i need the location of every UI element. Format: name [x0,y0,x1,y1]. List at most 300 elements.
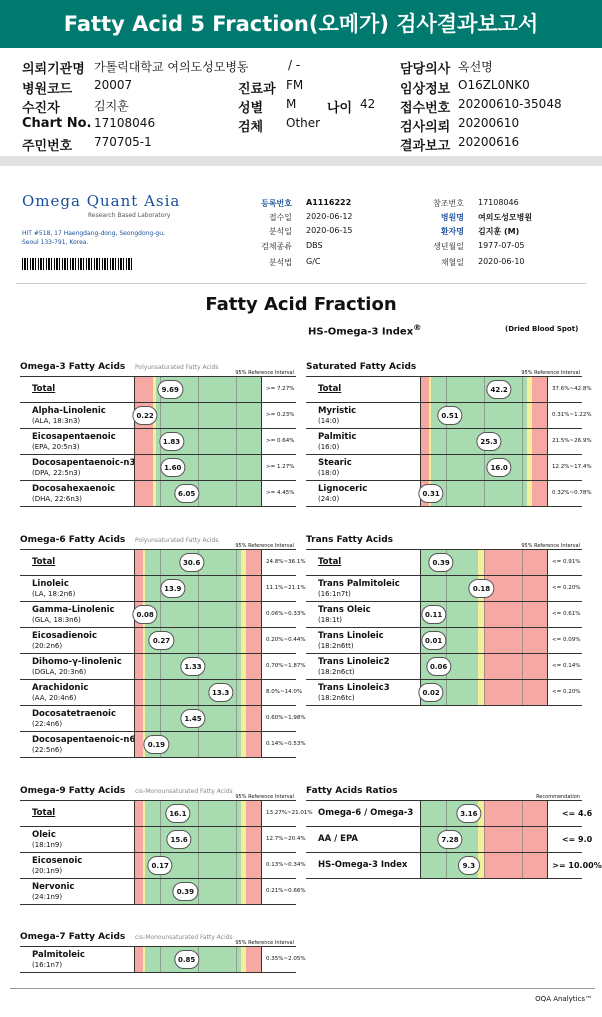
row-name: Linoleic [32,579,69,589]
reference-interval: >= 10.00% [552,861,602,870]
section-rows [20,549,306,758]
row-name: Palmitoleic [32,950,85,960]
row-name: Docosapentaenoic-n6 [32,735,136,745]
row-subname: (18:0) [318,469,340,477]
value-marker: 1.33 [180,657,205,676]
range-zone [246,550,261,575]
range-zone [156,481,261,506]
reference-interval: 0.06%~0.33% [266,611,306,617]
value-marker: 3.16 [456,804,481,823]
divider [16,283,586,284]
range-bar [134,827,262,852]
row-subname: (20:1n9) [32,867,63,875]
row-label [306,602,420,627]
value-marker: 0.02 [418,683,443,702]
range-zone [135,654,143,679]
value-marker: 0.17 [148,856,173,875]
range-zone [135,706,143,731]
range-zone [156,403,261,428]
row-name: Myristic [318,406,357,416]
value-marker: 16.0 [486,458,511,477]
reference-interval: 0.31%~1.22% [552,412,592,418]
range-zone [135,429,153,454]
grid-line [198,429,199,454]
value-marker: 7.28 [437,830,462,849]
row-label [306,550,420,575]
result-row [20,680,303,706]
range-bar [134,706,262,731]
grid-line [236,801,237,826]
row-subname: (22:4n6) [32,720,63,728]
reference-interval: 0.13%~0.34% [266,862,306,868]
row-subname: (AA, 20:4n6) [32,694,77,702]
result-row [306,827,593,853]
sex-label: 성별 [238,101,264,116]
range-zone [484,827,547,852]
row-label [20,481,134,506]
section-omega-6-fatty-acids [20,535,306,754]
grid-line [484,481,485,506]
reference-interval: <= 0.20% [552,585,581,591]
range-bar [420,680,548,705]
value-marker: 0.11 [421,605,446,624]
result-row [306,481,592,507]
result-row [20,602,306,628]
range-bar [134,602,262,627]
row-label [306,628,420,653]
reference-header: 95% Reference Interval [235,370,294,376]
grid-line [446,602,447,627]
value-marker: 0.39 [429,553,454,572]
row-subname: (16:0) [318,443,340,451]
range-zone [246,947,261,972]
grid-line [160,550,161,575]
range-bar [420,429,548,454]
institution-label: 의뢰기관명 [22,62,85,77]
grid-line [522,654,523,679]
grid-line [198,576,199,601]
grid-line [522,576,523,601]
reference-interval: >= 0.23% [266,412,295,418]
row-name: Total [32,557,56,567]
grid-line [522,628,523,653]
range-bar [420,481,548,506]
test-value: Other [286,116,321,130]
meta-value: A1116222 [306,198,352,207]
section-title: Fatty Acids Ratios [306,786,398,796]
row-subname: (18:2n6ct) [318,668,355,676]
range-zone [246,680,261,705]
grid-line [236,732,237,757]
reference-interval: 13.27%~21.01% [266,810,313,816]
range-bar [420,654,548,679]
reference-interval: 0.32%~0.78% [552,490,592,496]
reference-header: 95% Reference Interval [235,794,294,800]
divider [0,156,602,166]
range-zone [246,879,261,904]
grid-line [160,827,161,852]
row-subname: (ALA, 18:3n3) [32,417,81,425]
range-zone [135,550,143,575]
row-name: HS-Omega-3 Index [318,860,408,870]
range-bar [420,377,548,402]
row-subname: (16:1n7t) [318,590,351,598]
grid-line [484,377,485,402]
row-label [20,879,134,904]
section-rows [20,376,296,507]
range-bar [134,481,262,506]
grid-line [522,377,523,402]
reference-header: 95% Reference Interval [521,543,580,549]
row-label [306,377,420,402]
barcode [22,258,132,270]
row-label [20,706,134,731]
section-title: Omega-7 Fatty Acids [20,932,126,942]
result-row [306,429,592,455]
dept-value: FM [286,78,304,92]
value-marker: 0.19 [144,735,169,754]
reference-interval: 0.21%~0.66% [266,888,306,894]
value-marker: 1.60 [160,458,185,477]
row-subname: (LA, 18:2n6) [32,590,76,598]
grid-line [160,403,161,428]
grid-line [484,455,485,480]
range-bar [134,947,262,972]
doctor-value: 옥선명 [458,60,493,74]
receipt-label: 접수번호 [400,101,451,116]
meta-label: 참조번호 [433,199,464,208]
value-marker: 15.6 [166,830,191,849]
value-marker: 0.27 [149,631,174,650]
result-row [20,947,306,973]
row-subname: (DHA, 22:6n3) [32,495,82,503]
section-title: Omega-6 Fatty Acids [20,535,126,545]
section-title: Omega-9 Fatty Acids [20,786,126,796]
lab-address-line1: HIT #518, 17 Haengdang-dong, Seongdong-gu, [22,230,165,237]
value-marker: 13.9 [160,579,185,598]
row-name: Gamma-Linolenic [32,605,115,615]
range-zone [135,576,143,601]
row-name: Trans Linoleic2 [318,657,390,667]
reference-interval: 21.5%~26.9% [552,438,592,444]
result-row [20,732,306,758]
section-omega-7-fatty-acids [20,932,306,969]
section-subtitle: cis-Monounsaturated Fatty Acids [135,788,233,795]
row-name: Omega-6 / Omega-3 [318,808,414,818]
ssn-value: 770705-1 [94,135,152,149]
value-marker: 30.6 [179,553,204,572]
range-bar [420,628,548,653]
sample-type: (Dried Blood Spot) [505,325,579,333]
meta-label: 환자명 [440,227,464,236]
grid-line [236,879,237,904]
section-saturated-fatty-acids [306,362,592,503]
meta-label: 생년월일 [433,242,464,251]
result-row [20,403,296,429]
result-row [20,654,306,680]
row-name: Palmitic [318,432,357,442]
meta-label: 등록번호 [261,199,292,208]
range-bar [420,403,548,428]
value-marker: 42.2 [486,380,511,399]
fraction-title: Fatty Acid Fraction [205,294,397,315]
report-date-value: 20200616 [458,135,520,149]
result-row [20,628,306,654]
value-marker: 0.01 [421,631,446,650]
row-subname: (16:1n7) [32,961,63,969]
chart-value: 17108046 [94,116,156,130]
grid-line [236,576,237,601]
value-marker: 0.22 [132,406,157,425]
row-subname: (24:0) [318,495,340,503]
value-marker: 16.1 [165,804,190,823]
grid-line [160,801,161,826]
meta-label: 채혈일 [440,258,464,267]
range-bar [134,732,262,757]
grid-line [484,801,485,826]
grid-line [522,455,523,480]
grid-line [522,429,523,454]
row-name: Alpha-Linolenic [32,406,106,416]
row-subname: (EPA, 20:5n3) [32,443,80,451]
range-bar [420,827,548,852]
range-zone [532,377,547,402]
institution-value: 가톨릭대학교 여의도성모병동 [94,60,249,74]
grid-line [484,654,485,679]
row-name: Docosapentaenoic-n3 [32,458,136,468]
result-row [306,377,592,403]
result-row [306,628,582,654]
value-marker: 0.39 [173,882,198,901]
range-zone [484,680,547,705]
grid-line [198,628,199,653]
result-row [20,455,296,481]
row-label [20,947,134,972]
range-bar [134,628,262,653]
row-name: Dihomo-γ-linolenic [32,657,122,667]
range-zone [421,429,429,454]
row-name: AA / EPA [318,834,359,844]
reference-interval: 0.20%~0.44% [266,637,306,643]
range-bar [420,853,548,878]
grid-line [198,827,199,852]
result-row [306,853,602,879]
section-title: Trans Fatty Acids [306,535,394,545]
grid-line [446,455,447,480]
value-marker: 0.18 [469,579,494,598]
result-row [20,853,306,879]
grid-line [236,827,237,852]
grid-line [522,481,523,506]
section-title: Omega-3 Fatty Acids [20,362,126,372]
range-zone [135,481,153,506]
range-zone [135,879,143,904]
row-label [20,827,134,852]
reference-interval: >= 4.45% [266,490,295,496]
section-header [306,362,582,376]
range-zone [532,481,547,506]
meta-label: 분석법 [268,258,292,267]
range-bar [134,654,262,679]
reference-header: Recommendation [536,794,580,800]
row-name: Trans Linoleic3 [318,683,390,693]
reference-interval: <= 0.14% [552,663,581,669]
reference-interval: 24.8%~36.1% [266,559,306,565]
request-label: 검사의뢰 [400,120,451,135]
meta-value: 2020-06-15 [306,226,353,235]
grid-line [236,680,237,705]
range-zone [484,602,547,627]
range-bar [134,853,262,878]
grid-line [198,853,199,878]
row-name: Trans Oleic [318,605,371,615]
result-row [306,455,592,481]
grid-line [236,550,237,575]
range-bar [134,455,262,480]
row-label [20,853,134,878]
report-title: Fatty Acid 5 Fraction(오메가) 검사결과보고서 [0,0,602,48]
row-label [306,680,420,705]
row-subname: (24:1n9) [32,893,63,901]
row-name: Total [318,557,342,567]
clinical-label: 임상정보 [400,82,451,97]
row-name: Trans Palmitoleic [318,579,400,589]
section-rows [20,946,306,973]
range-zone [484,654,547,679]
value-marker: 1.83 [159,432,184,451]
patient-label: 수진자 [22,101,60,116]
lab-address-line2: Seoul 133-791, Korea. [22,239,89,246]
range-zone [246,628,261,653]
row-label [20,550,134,575]
grid-line [236,403,237,428]
ssn-label: 주민번호 [22,139,73,154]
dept-label: 진료과 [238,82,276,97]
value-marker: 0.85 [174,950,199,969]
range-zone [135,947,143,972]
range-bar [134,576,262,601]
reference-interval: 37.6%~42.8% [552,386,592,392]
grid-line [236,429,237,454]
value-marker: 9.69 [158,380,183,399]
row-name: Lignoceric [318,484,368,494]
grid-line [522,403,523,428]
row-name: Trans Linoleic [318,631,384,641]
result-row [20,801,313,827]
value-marker: 13.3 [208,683,233,702]
grid-line [236,853,237,878]
row-label [306,481,420,506]
row-label [306,576,420,601]
result-row [20,576,306,602]
row-label [20,403,134,428]
result-row [306,550,582,576]
value-marker: 0.06 [426,657,451,676]
reference-header: 95% Reference Interval [235,543,294,549]
reference-interval: <= 0.20% [552,689,581,695]
meta-label: 검체종류 [261,242,292,251]
reference-interval: 12.2%~17.4% [552,464,592,470]
meta-value: 2020-06-10 [478,257,525,266]
row-name: Oleic [32,830,56,840]
footer-brand: OQA Analytics™ [535,995,592,1003]
reference-interval: <= 9.0 [561,835,593,844]
grid-line [160,654,161,679]
result-row [20,377,296,403]
row-label [20,576,134,601]
reference-header: 95% Reference Interval [521,370,580,376]
lab-logo: Omega Quant Asia [22,192,181,210]
chart-label: Chart No. [22,116,92,131]
test-label: 검체 [238,120,264,135]
grid-line [236,947,237,972]
receipt-value: 20200610-35048 [458,97,562,111]
value-marker: 0.31 [418,484,443,503]
range-bar [420,801,548,826]
grid-line [236,706,237,731]
range-zone [246,654,261,679]
grid-line [198,403,199,428]
meta-value: 17108046 [478,198,519,207]
range-zone [484,853,547,878]
value-marker: 1.45 [180,709,205,728]
reference-interval: <= 0.09% [552,637,581,643]
grid-line [522,680,523,705]
value-marker: 0.08 [132,605,157,624]
reference-interval: 0.70%~1.87% [266,663,306,669]
reference-interval: <= 0.61% [552,611,581,617]
range-bar [420,455,548,480]
section-header [20,362,296,376]
lab-tagline: Research Based Laboratory [88,212,171,219]
result-row [306,680,582,706]
grid-line [446,429,447,454]
grid-line [446,481,447,506]
row-label [20,429,134,454]
row-label [306,853,420,878]
grid-line [236,602,237,627]
reference-header: 95% Reference Interval [235,940,294,946]
grid-line [484,602,485,627]
result-row [306,801,593,827]
grid-line [198,455,199,480]
row-subname: (18:1t) [318,616,342,624]
row-label [20,455,134,480]
range-bar [134,680,262,705]
hs-omega3-subtitle: HS-Omega-3 Index® [308,322,422,338]
range-zone [484,550,547,575]
grid-line [160,481,161,506]
result-row [20,550,306,576]
grid-line [160,680,161,705]
range-bar [134,801,262,826]
grid-line [446,377,447,402]
meta-value: 2020-06-12 [306,212,353,221]
range-zone [135,827,143,852]
section-rows [20,800,313,905]
range-bar [134,377,262,402]
value-marker: 0.51 [437,406,462,425]
range-zone [421,377,429,402]
sex-value: M [286,97,297,111]
result-row [20,429,296,455]
meta-value: DBS [306,241,323,250]
patient-name: 김지훈 [94,99,129,113]
section-subtitle: Polyunsaturated Fatty Acids [135,364,219,371]
grid-line [522,853,523,878]
grid-line [446,853,447,878]
grid-line [160,879,161,904]
